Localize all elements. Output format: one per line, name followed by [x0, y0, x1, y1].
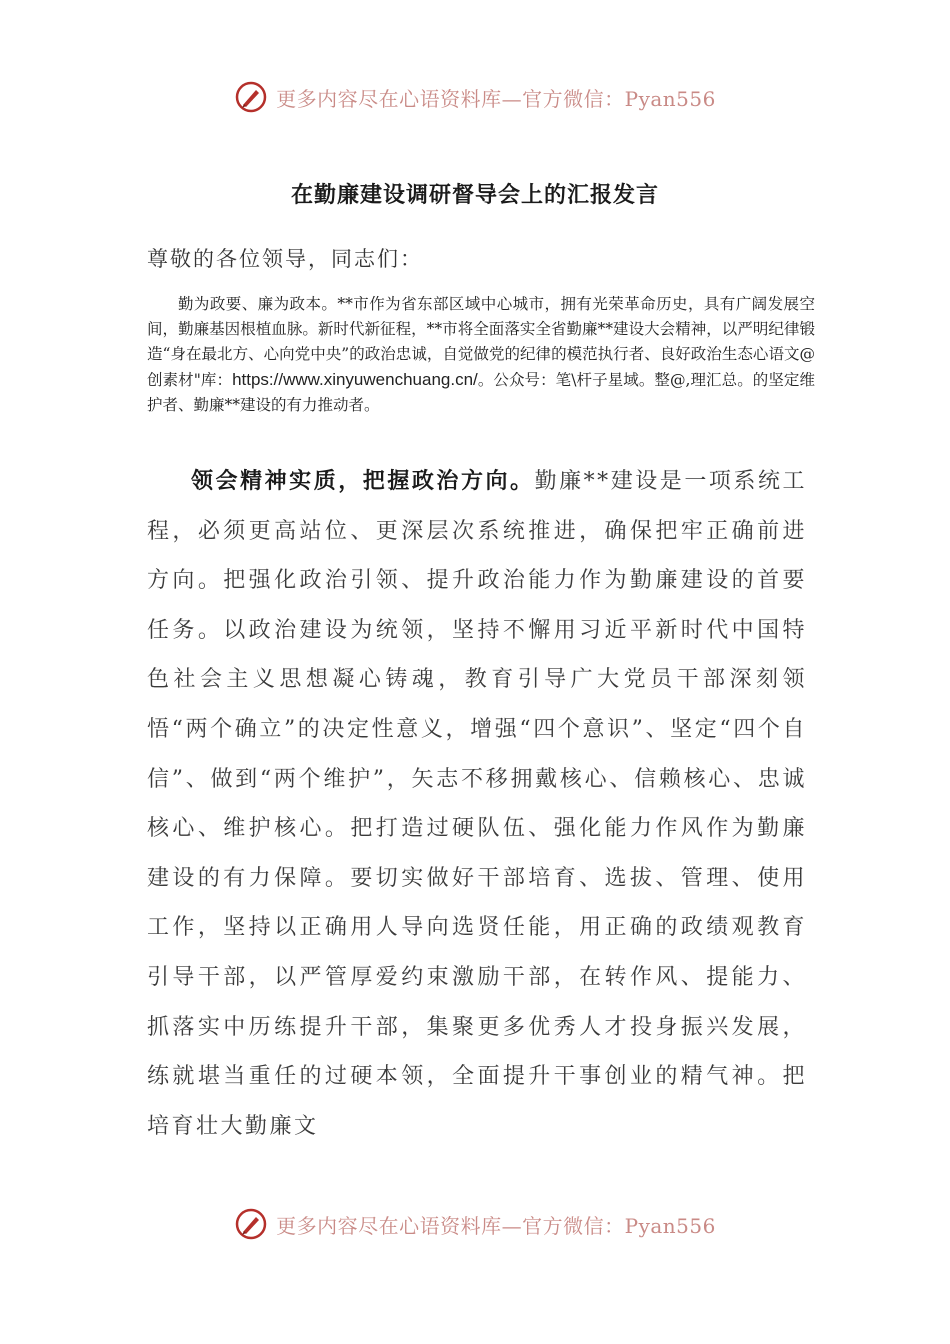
intro-paragraph: [147, 292, 815, 418]
section-body: 勤廉**建设是一项系统工程，必须更高站位、更深层次系统推进，确保把牢正确前进方向。把强化政治引领、提升政治能力作为勤廉建设的首要任务。以政治建设为统领，坚持不懈用习近平新时代中国特色社会主义思想凝心铸魂，教育引导广大党员干部深刻领悟“两个确立”的决定性意义，增强“四个意识”、坚定“四个自信”、做到“两个维护”，矢志不移拥戴核心、信赖核心、忠诚核心、维护核心。把打造过硬队伍、强化能力作风作为勤廉建设的有力保障。要切实做好干部培育、选拔、管理、使用工作，坚持以正确用人导向选贤任能，用正确的政绩观教育引导干部，以严管厚爱约束激励干部，在转作风、提能力、抓落实中历练提升干部，集聚更多优秀人才投身振兴发展，练就堪当重任的过硬本领，全面提升干事创业的精气神。把培育壮大勤廉文: [147, 469, 807, 1139]
header-watermark: [0, 80, 950, 114]
watermark-text: 更多内容尽在心语资料库—官方微信：Pyan556: [276, 86, 716, 111]
intro-text-continued: 。公众号：笔\杆子星域。整@,理汇总。的坚定维护者、勤廉**建设的有力推动者。: [147, 371, 815, 414]
watermark-text: 更多内容尽在心语资料库—官方微信：Pyan556: [276, 1213, 716, 1238]
website-url: https://www.xinyuwenchuang.cn/: [232, 370, 478, 389]
footer-watermark: [0, 1207, 950, 1241]
pen-logo-icon: [234, 1207, 268, 1241]
intro-text: 勤为政要、廉为政本。**市作为省东部区域中心城市，拥有光荣革命历史，具有广阔发展空间，勤廉基因根植血脉。新时代新征程，**市将全面落实全省勤廉**建设大会精神，以严明纪律锻造“身在最北方、心向党中央”的政治忠诚，自觉做党的纪律的模范执行者、良好政治生态心语文@创素材"库：: [147, 295, 815, 389]
pen-logo-icon: [234, 80, 268, 114]
section-paragraph: [147, 457, 807, 1151]
document-title: 在勤廉建设调研督导会上的汇报发言: [290, 183, 659, 208]
greeting: 尊敬的各位领导，同志们：: [147, 247, 423, 271]
section-heading: 领会精神实质，把握政治方向。: [191, 469, 535, 494]
